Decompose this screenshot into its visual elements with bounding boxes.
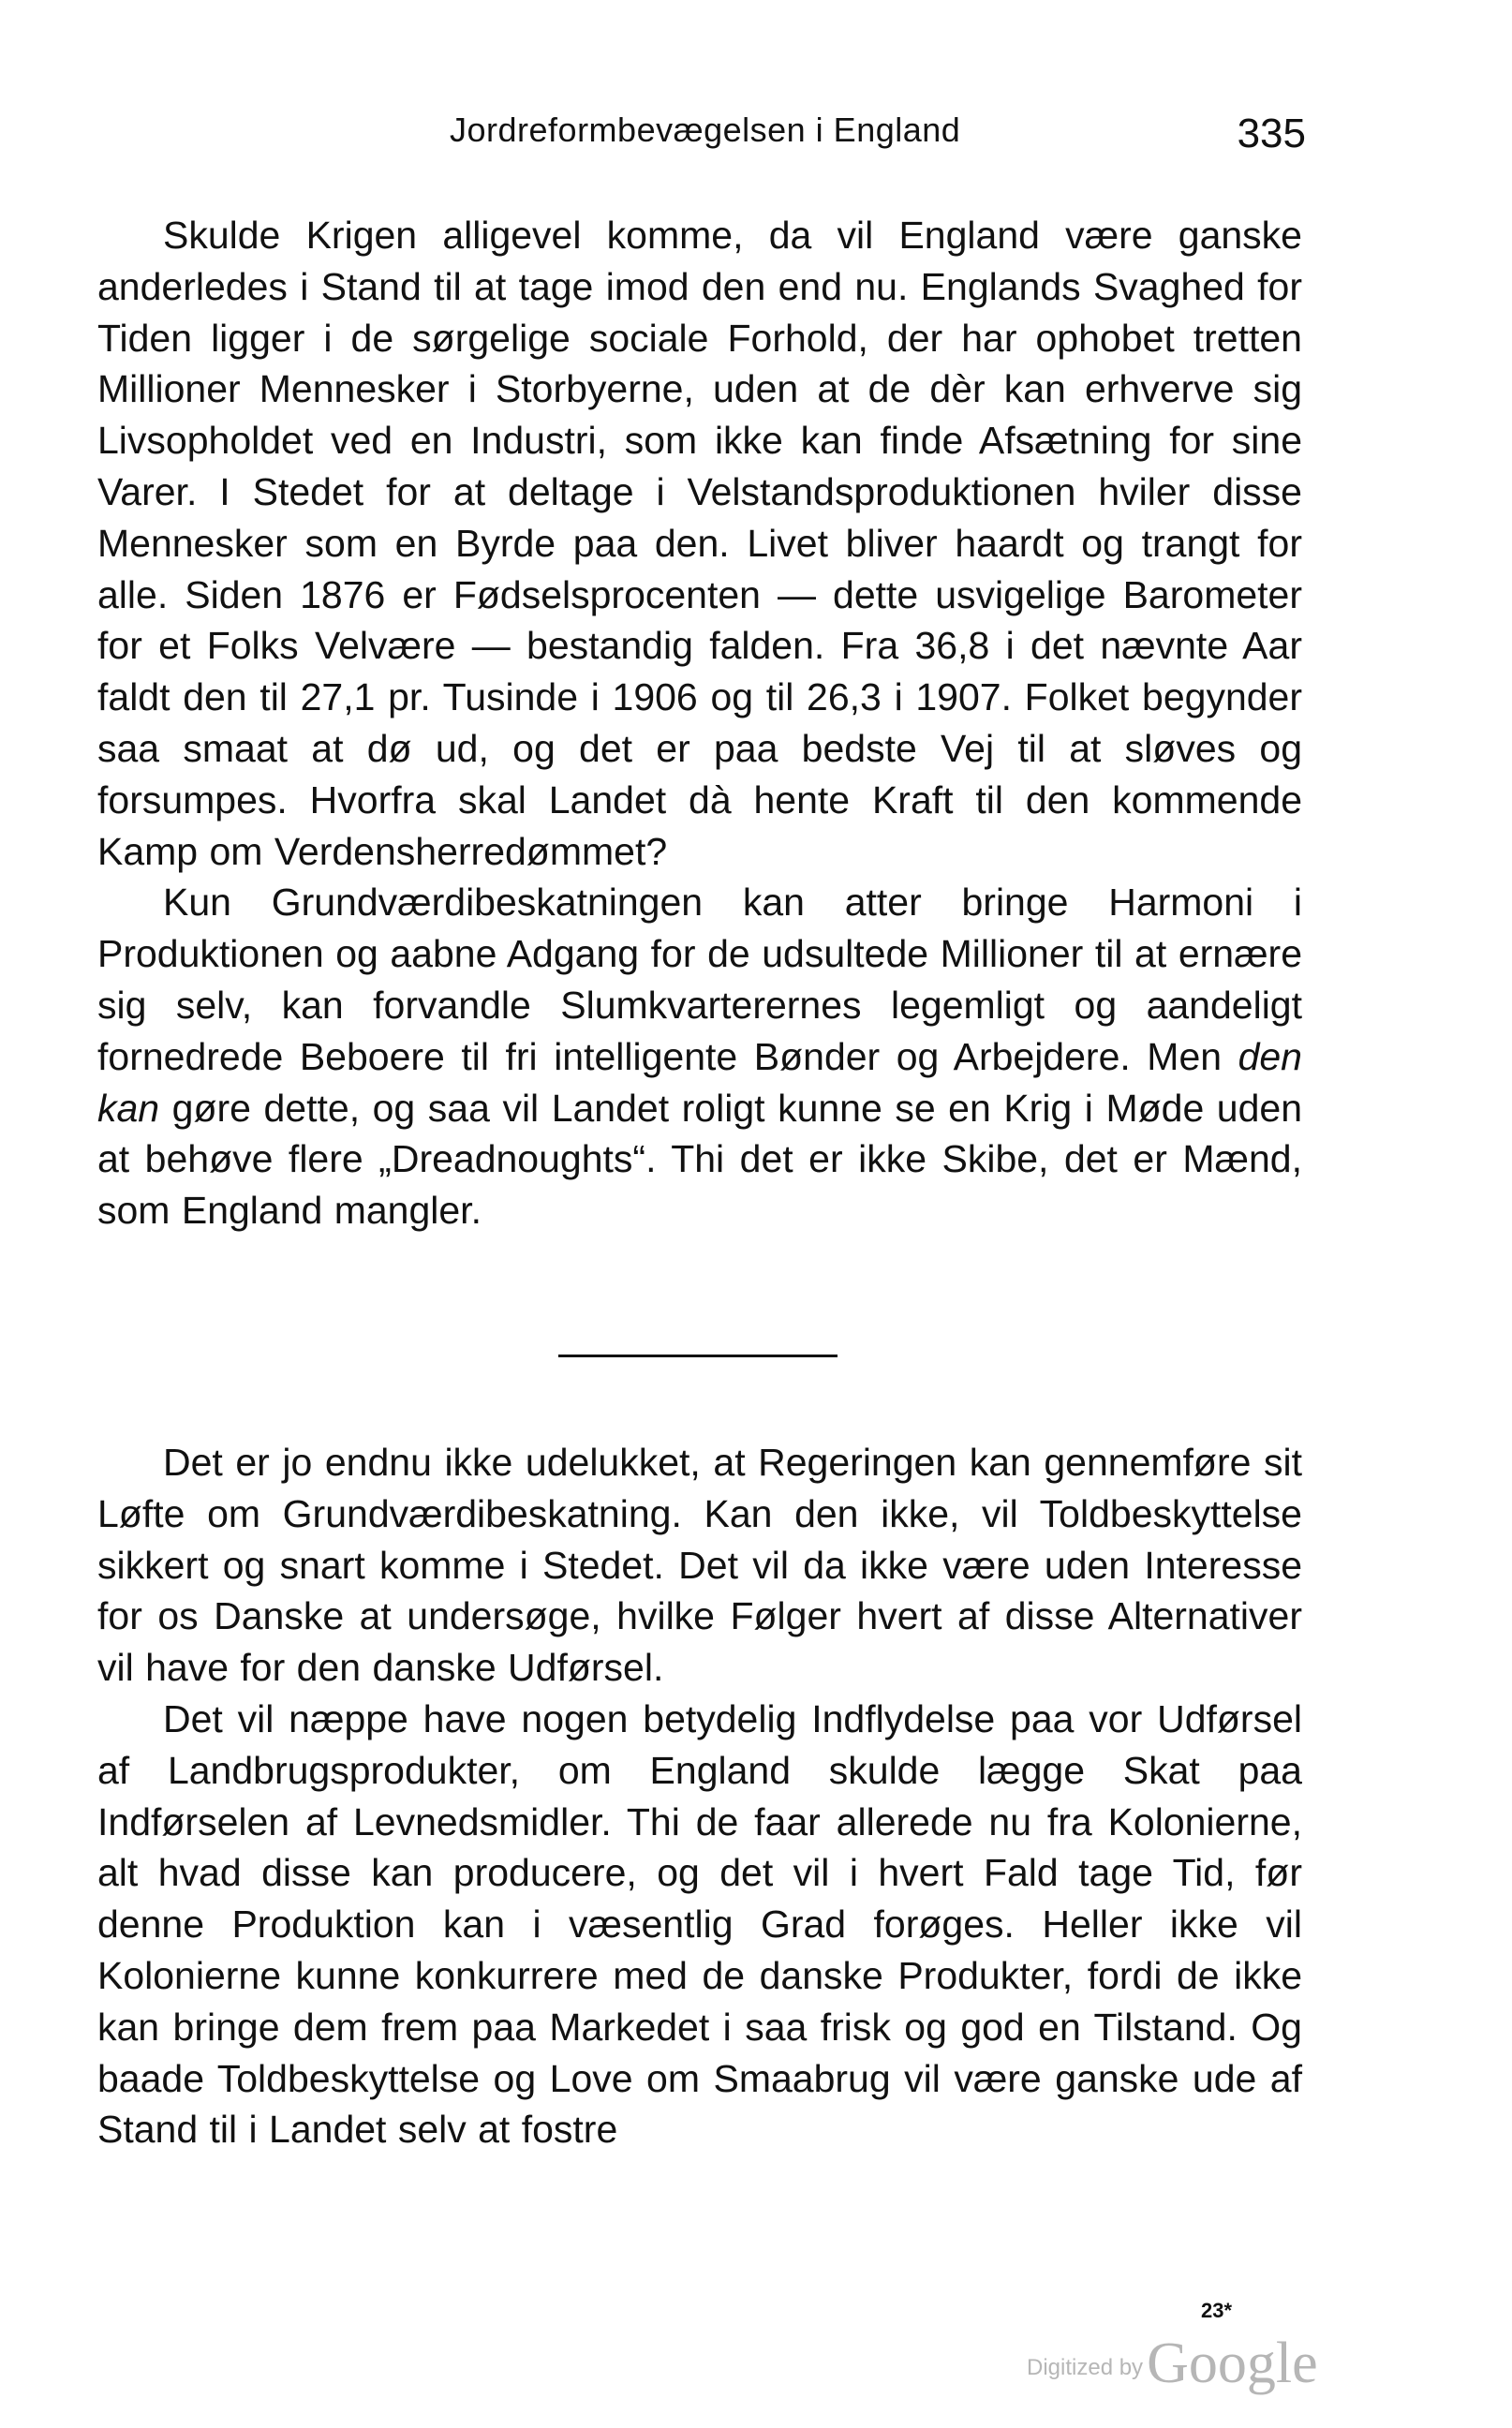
paragraph-text: gøre dette, og saa vil Landet roligt kunne se en Krig i Møde uden at behøve flere „Dreadnoughts“. Thi det er ikke Skibe, det er Mænd, som England mangler. bbox=[97, 1086, 1302, 1233]
paragraph bbox=[97, 1694, 1302, 2155]
paragraph-text: Kun Grundværdibeskatningen kan atter bringe Harmoni i Produktionen og aabne Adgang for de udsultede Millioner til at ernære sig selv, kan forvandle Slumkvarterernes legemligt og aandeligt fornedrede Beboere til fri intelligente Bønder og Arbejdere. Men bbox=[97, 881, 1302, 1078]
paragraph-text: Det vil næppe have nogen betydelig Indflydelse paa vor Udførsel af Landbrugsprodukter, om England skulde lægge Skat paa Indførselen af Levnedsmidler. Thi de faar allerede nu fra Kolonierne, alt hvad disse kan producere, og det vil i hvert Fald tage Tid, før denne Produktion kan i væsentlig Grad forøges. Heller ikke vil Kolonierne kunne konkurrere med de danske Produkter, fordi de ikke kan bringe dem frem paa Markedet i saa frisk og god en Tilstand. Og baade Toldbeskyttelse og Love om Smaabrug vil være ganske ude af Stand til i Landet selv at fostre bbox=[97, 1696, 1302, 2152]
paragraph-text: Det er jo endnu ikke udelukket, at Regeringen kan gennemføre sit Løfte om Grundværdibeskatning. Kan den ikke, vil Toldbeskyttelse sikkert og snart komme i Stedet. Det vil da ikke være uden Interesse for os Danske at undersøge, hvilke Følger hvert af disse Alternativer vil have for den danske Udførsel. bbox=[97, 1441, 1302, 1690]
section-1-text bbox=[97, 210, 1302, 1236]
paragraph bbox=[97, 1437, 1302, 1694]
signature-mark: 23* bbox=[1201, 2299, 1233, 2322]
section-divider bbox=[558, 1355, 838, 1357]
section-2-text bbox=[97, 1437, 1302, 2155]
paragraph bbox=[97, 877, 1302, 1236]
digitized-watermark bbox=[1027, 2331, 1318, 2397]
emphasis-text: den kan bbox=[97, 1034, 1302, 1130]
paragraph-text: Skulde Krigen alligevel komme, da vil England være ganske anderledes i Stand til at tage imod den end nu. Englands Svaghed for Tiden ligger i de sørgelige sociale Forhold, der har ophobet tretten Millioner Mennesker i Storbyerne, uden at de dèr kan erhverve sig Livsopholdet ved en Industri, som ikke kan finde Afsætning for sine Varer. I Stedet for at deltage i Velstandsproduktionen hviler disse Mennesker som en Byrde paa den. Livet bliver haardt og trangt for alle. Siden 1876 er Fødselsprocenten — dette usvigelige Barometer for et Folks Velvære — bestandig falden. Fra 36,8 i det nævnte Aar faldt den til 27,1 pr. Tusinde i 1906 og til 26,3 i 1907. Folket begynder saa smaat at dø ud, og det er paa bedste Vej til at sløves og forsumpes. Hvorfra skal Landet dà hente Kraft til den kommende Kamp om Verdensherredømmet? bbox=[97, 214, 1302, 873]
google-logo: Google bbox=[1147, 2332, 1318, 2395]
paragraph bbox=[97, 210, 1302, 877]
watermark-digitized-by: Digitized by bbox=[1027, 2355, 1144, 2380]
page-number: 335 bbox=[1237, 111, 1306, 156]
running-head: Jordreformbevægelsen i England bbox=[450, 111, 961, 149]
